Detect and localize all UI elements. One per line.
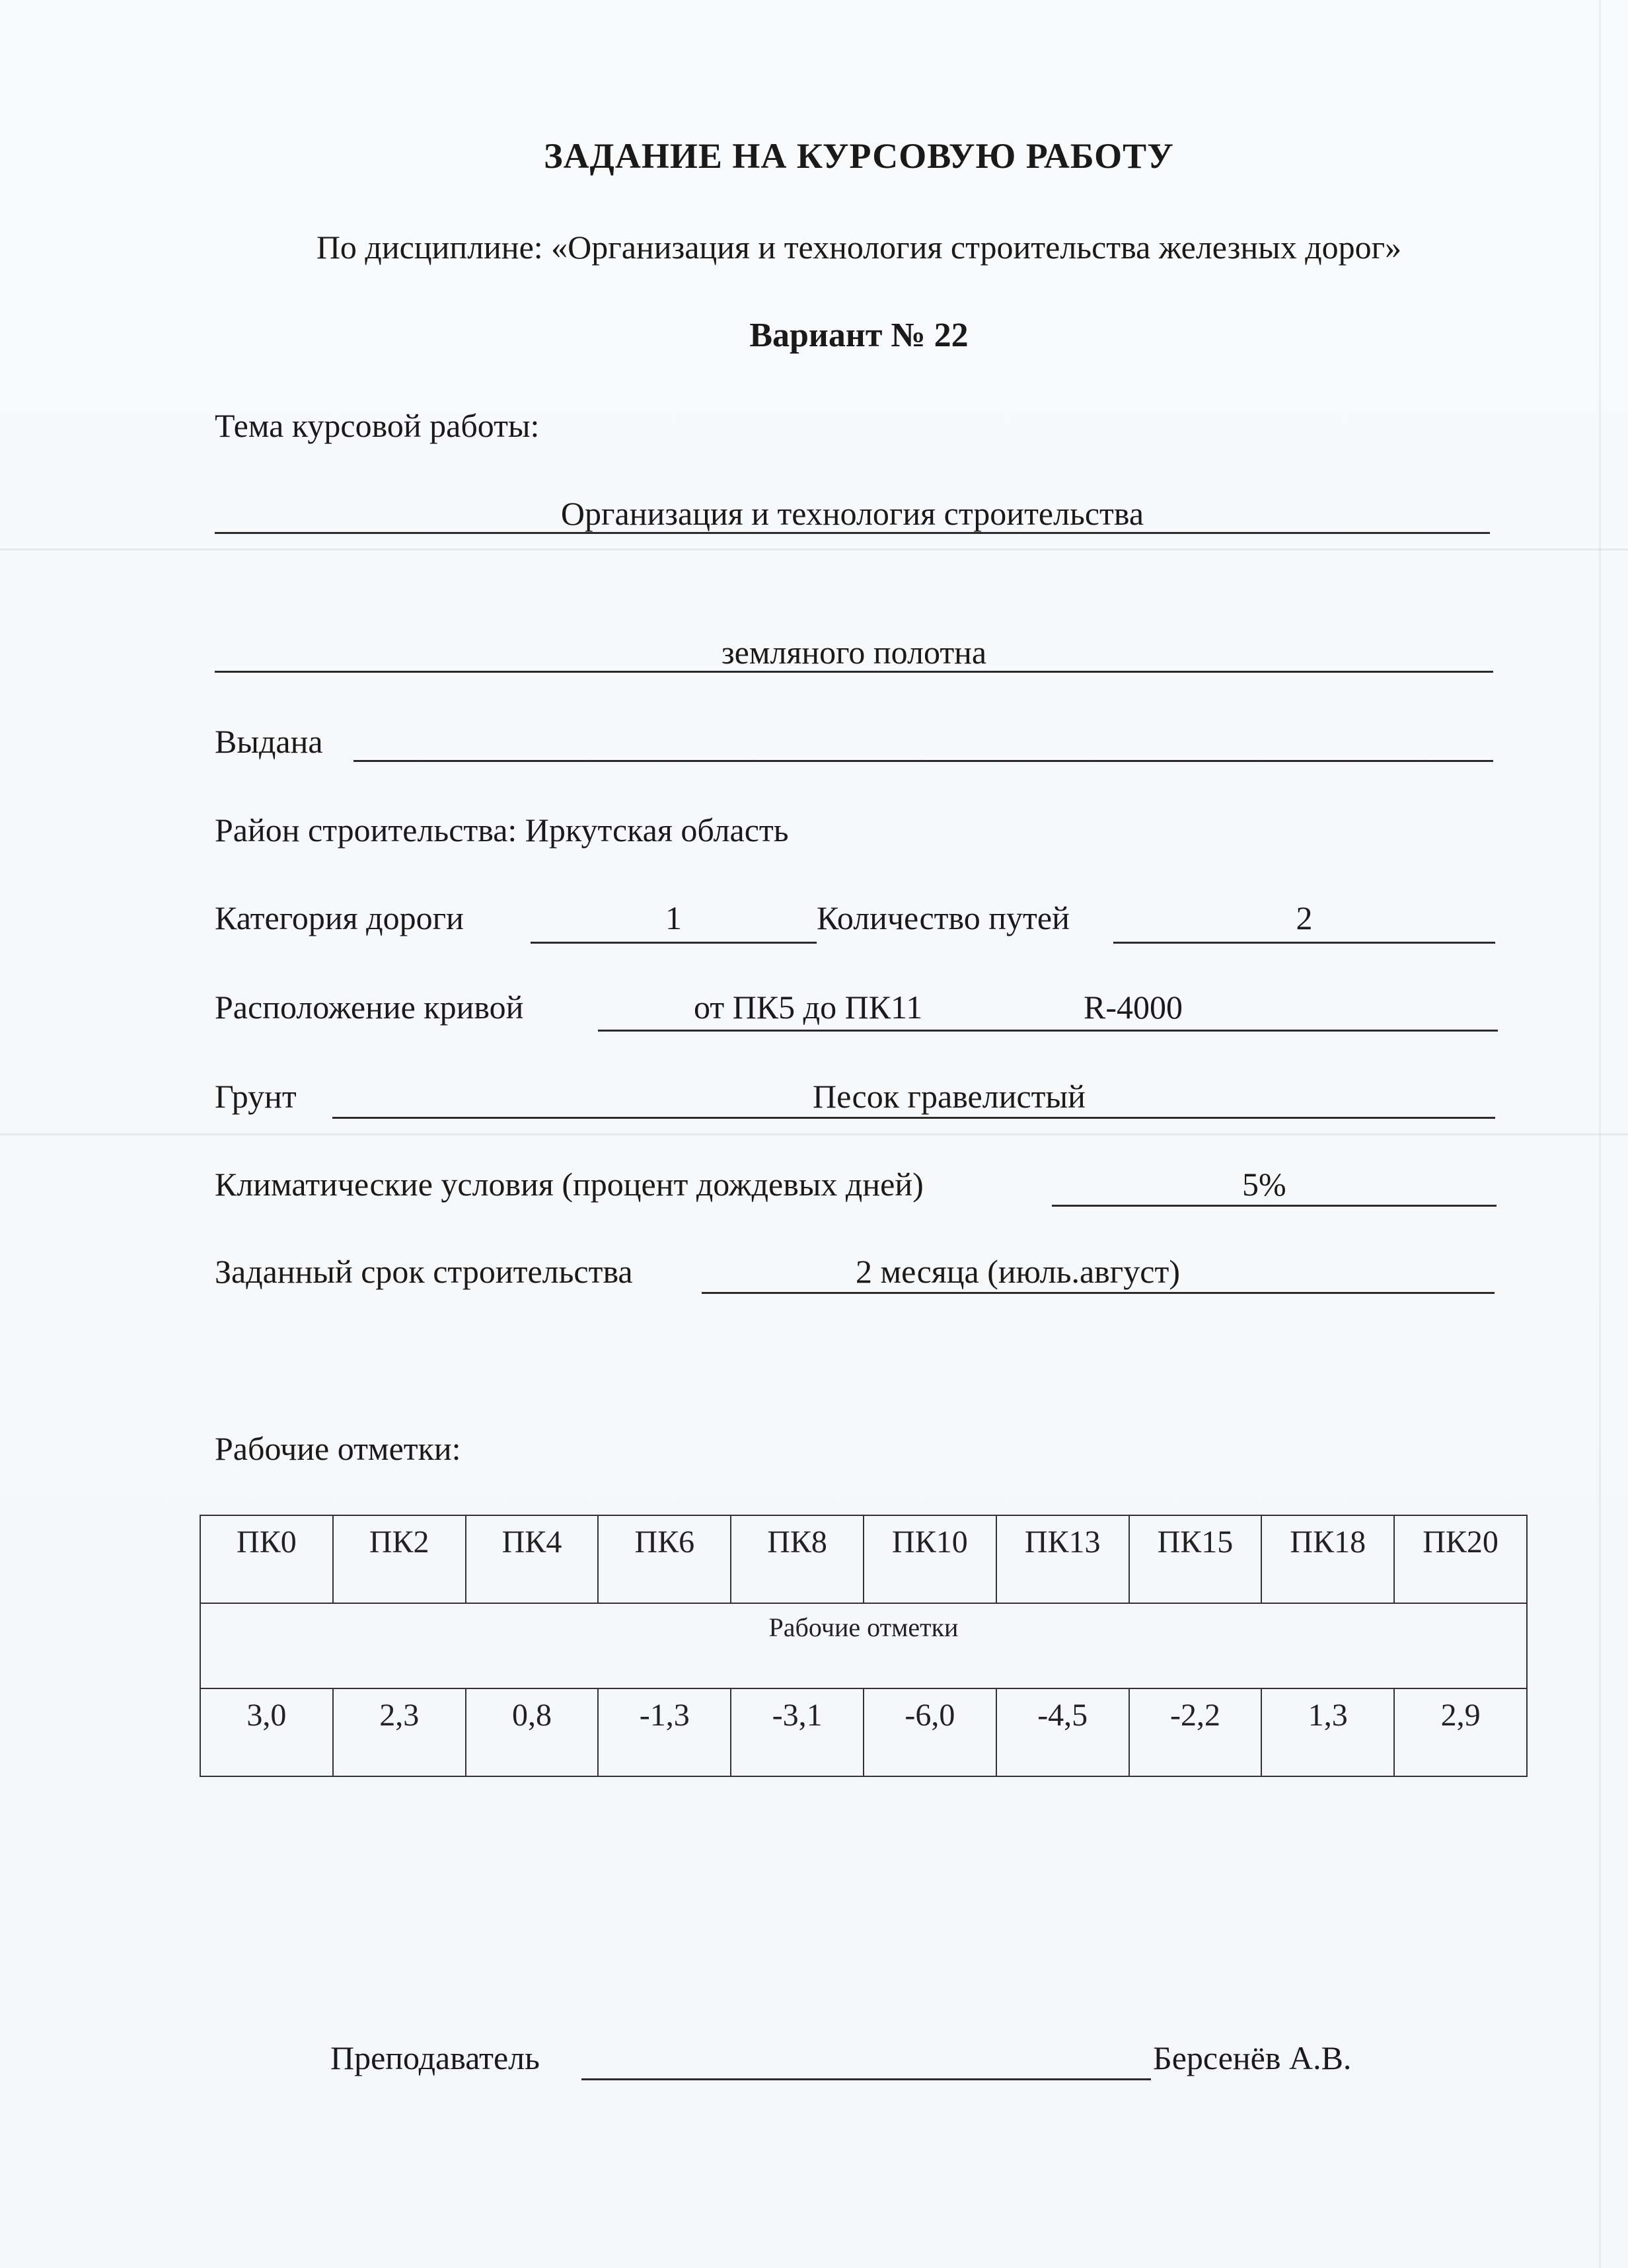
subheader-row [200,1603,1527,1688]
teacher-name: Берсенёв А.В. [1153,2039,1352,2076]
road-category-label: Категория дороги [215,899,464,936]
curve-label: Расположение кривой [215,989,524,1026]
road-category-underline [531,942,817,944]
picket-cell: ПК10 [864,1515,996,1603]
curve-location-value: от ПК5 до ПК11 [694,989,923,1026]
mark-value-cell: -4,5 [996,1688,1129,1776]
marks-section-label: Рабочие отметки: [215,1430,461,1467]
variant-number: Вариант № 22 [749,317,969,354]
mark-value-cell: 1,3 [1261,1688,1394,1776]
climate-label: Климатические условия (процент дождевых дней) [215,1166,924,1203]
soil-value: Песок гравелистый [813,1078,1086,1115]
issued-underline [353,760,1493,762]
soil-underline [332,1117,1495,1119]
term-value: 2 месяца (июль.август) [856,1253,1180,1290]
curve-underline [598,1030,1498,1032]
picket-cell: ПК18 [1261,1515,1394,1603]
tracks-value: 2 [1296,899,1313,936]
teacher-signature-line [581,2078,1151,2080]
discipline-line: По дисциплине: «Организация и технология строительства железных дорог» [316,229,1402,266]
picket-cell: ПК6 [598,1515,731,1603]
tracks-label: Количество путей [817,899,1070,936]
picket-cell: ПК0 [200,1515,333,1603]
paper-fold-line [0,1133,1628,1135]
mark-value-cell: 0,8 [466,1688,599,1776]
tracks-underline [1113,942,1495,944]
table-subheader: Рабочие отметки [200,1603,1527,1688]
curve-radius-value: R-4000 [1084,989,1183,1026]
mark-value-cell: -6,0 [864,1688,996,1776]
picket-cell: ПК8 [731,1515,864,1603]
picket-cell: ПК4 [466,1515,599,1603]
term-label: Заданный срок строительства [215,1253,633,1290]
mark-value-cell: -3,1 [731,1688,864,1776]
picket-cell: ПК13 [996,1515,1129,1603]
topic-value-line2: земляного полотна [721,634,987,671]
issued-label: Выдана [215,723,323,760]
term-underline [702,1292,1495,1294]
soil-label: Грунт [215,1078,297,1115]
picket-header-row [200,1515,1527,1603]
mark-value-cell: 2,3 [333,1688,466,1776]
marks-values-row [200,1688,1527,1776]
teacher-label: Преподаватель [330,2039,540,2076]
picket-cell: ПК2 [333,1515,466,1603]
mark-value-cell: -1,3 [598,1688,731,1776]
topic-label: Тема курсовой работы: [215,407,540,444]
mark-value-cell: 3,0 [200,1688,333,1776]
mark-value-cell: 2,9 [1394,1688,1527,1776]
climate-underline [1052,1205,1497,1207]
climate-value: 5% [1242,1166,1286,1203]
road-category-value: 1 [665,899,682,936]
topic-value-line1: Организация и технология строительства [560,495,1144,532]
picket-cell: ПК20 [1394,1515,1527,1603]
paper-fold-line [0,548,1628,550]
working-marks-table [200,1515,1528,1777]
mark-value-cell: -2,2 [1129,1688,1262,1776]
region-line: Район строительства: Иркутская область [215,812,789,849]
document-title: ЗАДАНИЕ НА КУРСОВУЮ РАБОТУ [544,136,1174,176]
picket-cell: ПК15 [1129,1515,1262,1603]
